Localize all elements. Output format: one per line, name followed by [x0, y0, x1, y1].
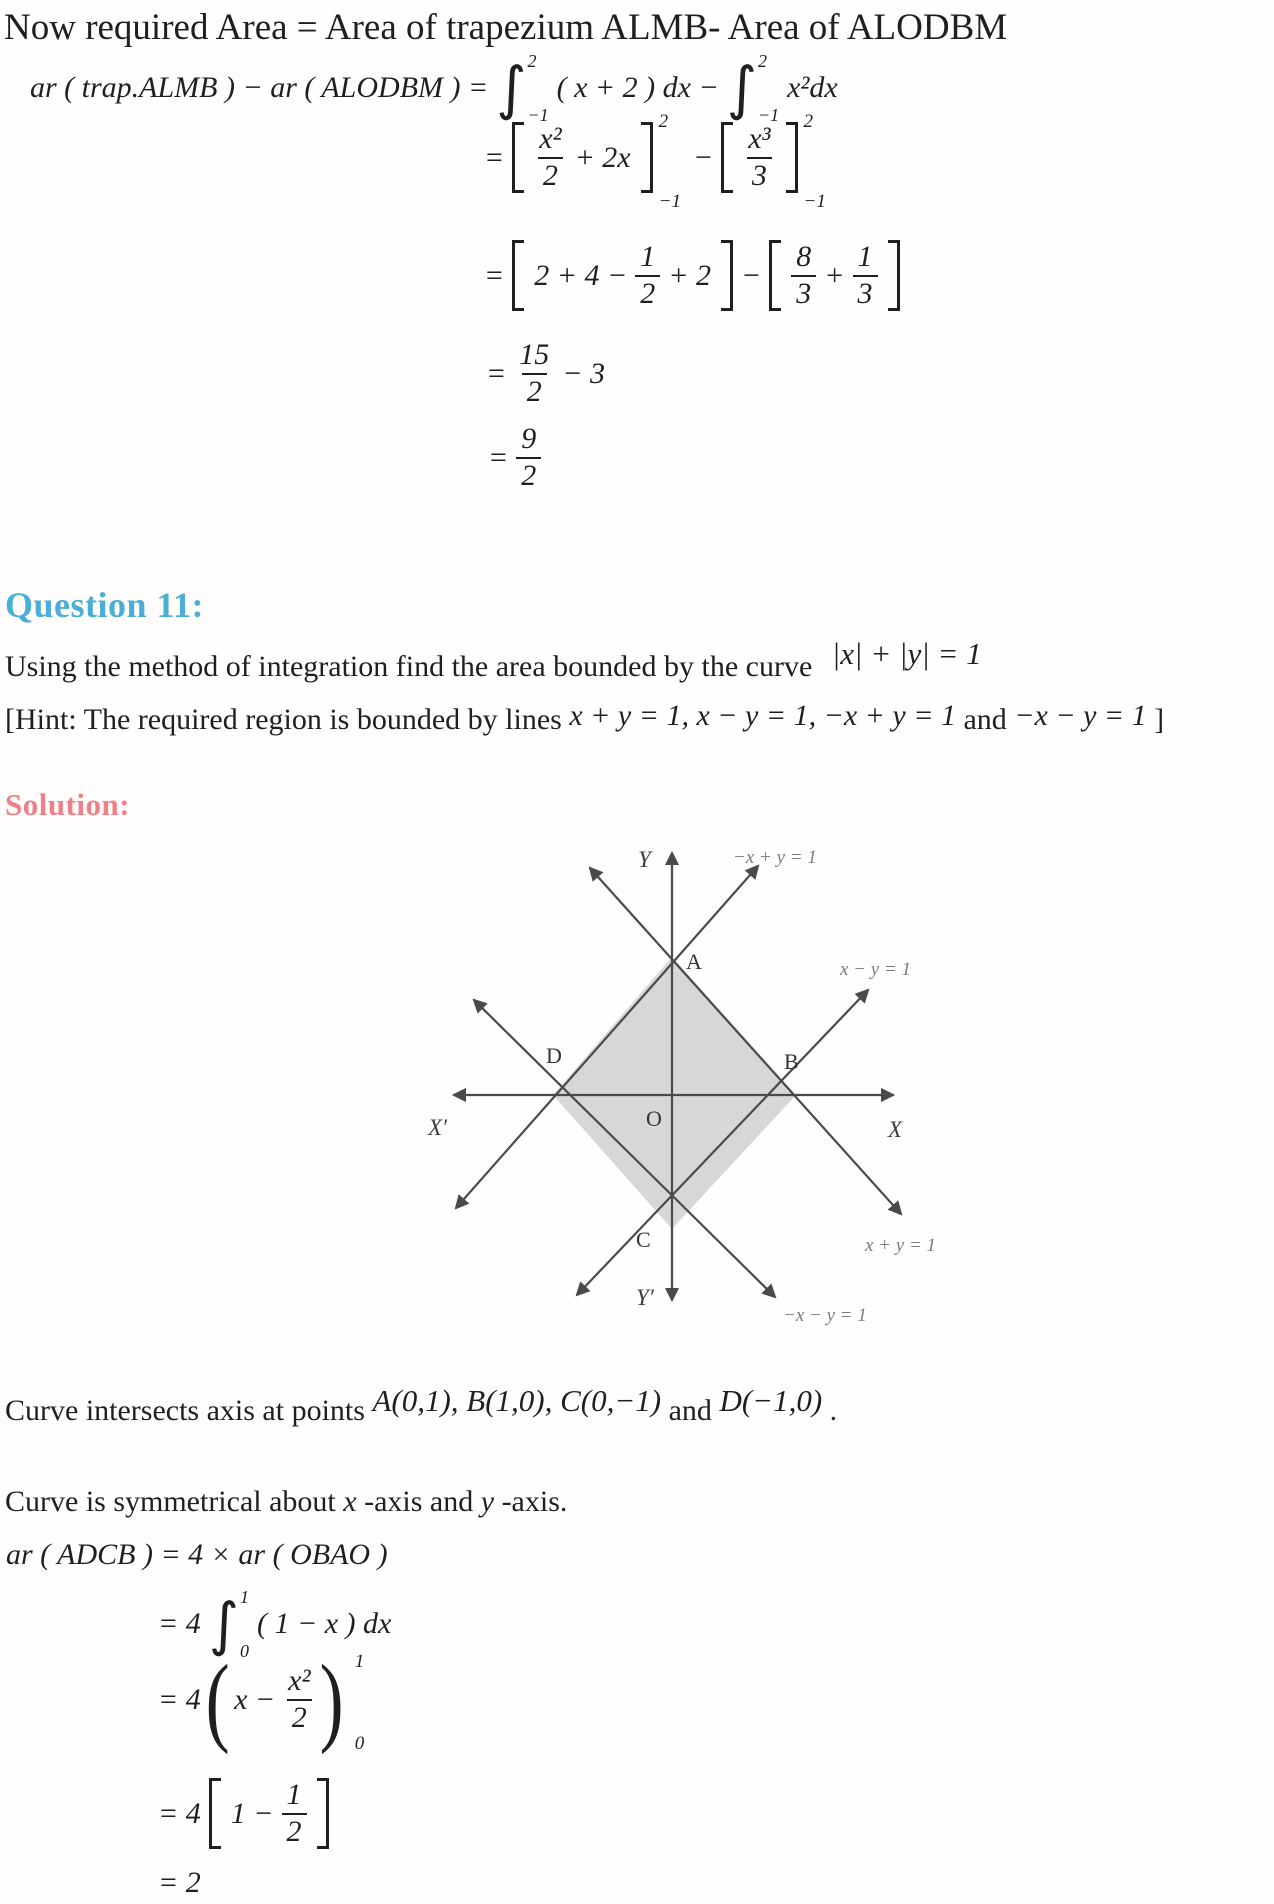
- integral-icon: ∫: [208, 1590, 239, 1658]
- eq8-x-minus: x −: [234, 1682, 276, 1716]
- vertex-d-label: D: [546, 1043, 562, 1068]
- integral-2: [727, 52, 779, 124]
- equation-5: [488, 422, 541, 493]
- intersection-points: A(0,1), B(1,0), C(0,−1): [372, 1383, 662, 1418]
- hint-and: and: [963, 703, 1015, 736]
- vertex-a-label: A: [686, 949, 702, 974]
- line-label-neg-x-minus-y: −x − y = 1: [783, 1305, 867, 1326]
- symmetry-end: -axis.: [501, 1485, 568, 1518]
- fraction-1-2: [282, 1778, 307, 1849]
- origin-label: O: [646, 1106, 662, 1131]
- eq6-text: ar ( ADCB ) = 4 × ar ( OBAO ): [6, 1538, 388, 1571]
- fraction-denominator: 2: [516, 457, 541, 494]
- equation-1: [30, 52, 838, 124]
- question-text-body: Using the method of integration find the area bounded by the curve: [5, 650, 813, 683]
- fraction-x2-2: [283, 1664, 315, 1735]
- hint-line-equation-2: −x − y = 1: [1014, 699, 1147, 732]
- eq3-terms-2: + 2: [668, 258, 711, 292]
- equation-7: [158, 1588, 391, 1660]
- eq5-equals: =: [488, 440, 509, 474]
- integral-3-upper: 1: [239, 1587, 249, 1607]
- eq7-tail: ( 1 − x ) dx: [256, 1607, 392, 1640]
- left-bracket-icon: [769, 240, 781, 311]
- right-bracket-icon: [721, 240, 733, 311]
- integral-2-lower: −1: [757, 105, 780, 125]
- symmetry-x: x: [343, 1485, 357, 1518]
- y-axis-label: Y: [638, 847, 651, 872]
- eq8-equals-4: = 4: [158, 1682, 201, 1716]
- paren-bounds: [355, 1652, 365, 1753]
- fraction-numerator: 8: [796, 240, 812, 273]
- paren-upper: 1: [354, 1651, 365, 1672]
- equation-9: [158, 1778, 329, 1849]
- fraction-denominator: 2: [635, 275, 660, 312]
- eq1-lhs: ar ( trap.ALMB ) − ar ( ALODBM ) =: [30, 71, 489, 104]
- intersection-points-line: [5, 1383, 838, 1428]
- symmetry-y: y: [480, 1485, 495, 1518]
- left-bracket-icon: [512, 122, 524, 193]
- eq2-equals: =: [484, 140, 505, 174]
- fraction-denominator: 2: [287, 1699, 312, 1736]
- x-axis-label: X: [888, 1117, 903, 1142]
- intersection-text: Curve intersects axis at points: [5, 1394, 373, 1427]
- line-label-x-minus-y: x − y = 1: [840, 959, 912, 980]
- question-text: [5, 636, 982, 684]
- y-negative-axis-label: Y′: [636, 1285, 654, 1310]
- shaded-region: [553, 957, 796, 1229]
- bracket-2-bounds: [804, 112, 826, 211]
- fraction-denominator: 3: [747, 157, 772, 194]
- right-bracket-icon: [317, 1778, 329, 1849]
- fraction-denominator: 3: [791, 275, 816, 312]
- eq1-mid: ( x + 2 ) dx −: [556, 71, 719, 104]
- eq2-plus-2x: + 2x: [574, 140, 631, 174]
- integral-icon: ∫: [726, 54, 757, 122]
- intersection-and: and: [668, 1394, 720, 1427]
- question-heading: Question 11:: [5, 585, 205, 625]
- eq9-equals-4: = 4: [158, 1796, 201, 1830]
- left-bracket-icon: [209, 1778, 221, 1849]
- fraction-denominator: 2: [538, 157, 563, 194]
- bracket-1-lower: −1: [658, 191, 681, 212]
- eq10-text: = 2: [158, 1866, 201, 1899]
- integral-1-upper: 2: [527, 51, 537, 71]
- fraction-1-3: [853, 240, 878, 311]
- eq3-minus: −: [741, 258, 762, 292]
- eq2-minus: −: [692, 140, 714, 174]
- paren-lower: 0: [354, 1733, 365, 1754]
- integral-2-upper: 2: [757, 51, 767, 71]
- right-paren-icon: ): [320, 1643, 345, 1755]
- left-bracket-icon: [512, 240, 524, 311]
- solution-heading: Solution:: [5, 787, 131, 822]
- fraction-denominator: 2: [522, 373, 547, 410]
- fraction-numerator: 1: [640, 240, 656, 273]
- left-paren-icon: (: [205, 1643, 230, 1755]
- eq1-tail: x²dx: [787, 71, 838, 104]
- fraction-numerator: 1: [286, 1778, 302, 1811]
- integral-1-bounds: [527, 52, 548, 124]
- hint-line-equations: x + y = 1, x − y = 1, −x + y = 1: [569, 699, 956, 732]
- bracket-1-bounds: [659, 112, 681, 211]
- integral-1: [496, 52, 548, 124]
- left-bracket-icon: [721, 122, 733, 193]
- integral-1-lower: −1: [527, 105, 549, 125]
- eq4-equals: =: [486, 356, 507, 390]
- eq4-tail: − 3: [562, 356, 605, 390]
- fraction-8-3: [791, 240, 816, 311]
- fraction-numerator: 9: [521, 422, 537, 455]
- line-label-x-plus-y: x + y = 1: [865, 1235, 937, 1256]
- hint-text: [Hint: The required region is bounded by lines: [5, 703, 570, 736]
- fraction-x2-2: [534, 122, 566, 193]
- equation-10: [158, 1866, 201, 1900]
- integral-2-bounds: [758, 52, 779, 124]
- intersection-point-d: D(−1,0): [719, 1383, 823, 1418]
- vertex-b-label: B: [784, 1049, 799, 1074]
- integral-3-bounds: [240, 1588, 249, 1660]
- integral-3-lower: 0: [239, 1641, 249, 1661]
- fraction-denominator: 2: [282, 1813, 307, 1850]
- eq3-terms-1: 2 + 4 −: [534, 258, 628, 292]
- right-bracket-icon: [786, 122, 798, 193]
- curve-equation: |x| + |y| = 1: [831, 636, 982, 671]
- hint-line: [5, 699, 1165, 737]
- bracket-2-upper: 2: [803, 111, 814, 132]
- bracket-1-upper: 2: [658, 111, 669, 132]
- fraction-denominator: 3: [853, 275, 878, 312]
- fraction-numerator: x³: [748, 122, 771, 155]
- eq3-equals: =: [484, 258, 505, 292]
- eq7-equals-4: = 4: [158, 1607, 201, 1640]
- fraction-numerator: 15: [519, 338, 550, 371]
- x-negative-axis-label: X′: [428, 1115, 448, 1140]
- symmetry-text: Curve is symmetrical about: [5, 1485, 344, 1518]
- fraction-1-2: [635, 240, 660, 311]
- eq3-plus: +: [824, 258, 845, 292]
- bracket-2-lower: −1: [803, 191, 826, 212]
- axes-diagram: [410, 845, 970, 1385]
- equation-6: [6, 1538, 388, 1572]
- diagram-figure: [410, 845, 970, 1385]
- symmetry-line: [5, 1485, 567, 1519]
- right-bracket-icon: [888, 240, 900, 311]
- intro-line: Now required Area = Area of trapezium ALMB- Area of ALODBM: [4, 7, 1008, 48]
- intersection-period: .: [829, 1394, 838, 1427]
- vertex-c-label: C: [636, 1227, 651, 1252]
- fraction-9-2: [516, 422, 541, 493]
- equation-4: [486, 338, 605, 409]
- equation-2: [484, 111, 830, 212]
- hint-close-bracket: ]: [1154, 703, 1165, 736]
- symmetry-mid: -axis and: [364, 1485, 481, 1518]
- integral-icon: ∫: [496, 54, 527, 122]
- equation-8: [158, 1643, 365, 1755]
- fraction-15-2: [514, 338, 554, 409]
- fraction-numerator: x²: [288, 1664, 311, 1697]
- equation-3: [484, 240, 900, 311]
- line-label-neg-x-plus-y: −x + y = 1: [733, 847, 817, 868]
- eq9-one-minus: 1 −: [230, 1796, 274, 1830]
- fraction-x3-3: [743, 122, 775, 193]
- fraction-numerator: 1: [857, 240, 873, 273]
- fraction-numerator: x²: [539, 122, 562, 155]
- right-bracket-icon: [641, 122, 653, 193]
